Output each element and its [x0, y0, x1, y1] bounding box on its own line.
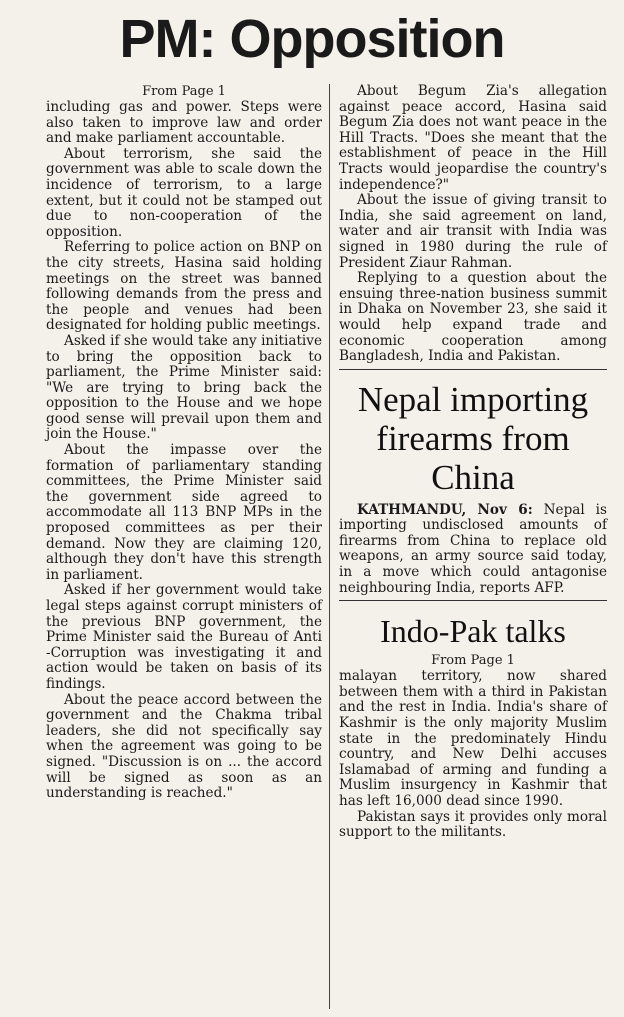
- story-divider: [339, 369, 607, 370]
- indo-pak-headline: Indo-Pak talks: [380, 613, 566, 650]
- nepal-story-body: [339, 503, 607, 597]
- article-paragraph: About Begum Zia's allegation against peace accord, Hasina said Begum Zia does not want peace in the Hill Tracts. "Does she meant that the establishment of peace in the Hill Tracts would jeopardise the country's independence?": [339, 83, 607, 193]
- from-page-label: From Page 1: [142, 84, 226, 99]
- nepal-story-text: Nepal is importing undisclosed amounts of firearms from China to replace old weapons, an army source said today, in a move which could antagonise neighbouring India, reports AFP.: [339, 501, 607, 596]
- nepal-story-headline: Nepal importing firearms from China: [357, 379, 589, 497]
- article-paragraph: About the peace accord between the government and the Chakma tribal leaders, she did not specifically say when the agreement was going to be signed. "Discussion is on ... the accord will be signed as soon as an understanding is reached.": [46, 691, 322, 802]
- article-paragraph: Pakistan says it provides only moral support to the militants.: [339, 808, 607, 841]
- column-divider: [329, 84, 330, 1009]
- left-column: [46, 84, 322, 802]
- article-paragraph: About the impasse over the formation of parliamentary standing committees, the Prime Minister said the government side agreed to accommodate all 113 BNP MPs in the proposed committees as per their demand. Now they are claiming 120, although they don't have this strength in parliament.: [46, 442, 322, 583]
- dateline: KATHMANDU, Nov 6:: [357, 501, 533, 518]
- article-paragraph: Asked if her government would take legal steps against corrupt ministers of the previous BNP government, the Prime Minister said the Bureau of Anti -Corruption was investigating it and action would be taken on basis of its findings.: [46, 582, 322, 692]
- article-paragraph: malayan territory, now shared between them with a third in Pakistan and the rest in India. India's share of Kashmir is the only majority Muslim state in the predominately Hindu country, and New Delhi accuses Islamabad of arming and funding a Muslim insurgency in Kashmir that has left 16,000 dead since 1990.: [339, 668, 607, 809]
- article-paragraph: Asked if she would take any initiative to bring the opposition back to parliament, the Prime Minister said: "We are trying to bring back the opposition to the House and we hope good sense will prevail upon them and join the House.": [46, 332, 322, 443]
- article-paragraph: About terrorism, she said the government was able to scale down the incidence of terrorism, to a large extent, but it could not be stamped out due to non-cooperation of the opposition.: [46, 145, 322, 240]
- story-divider: [339, 600, 607, 601]
- article-paragraph: Referring to police action on BNP on the city streets, Hasina said holding meetings on the street was banned following demands from the press and the people and venues had been designated for holding public meetings.: [46, 239, 322, 334]
- article-paragraph: Replying to a question about the ensuing three-nation business summit in Dhaka on November 23, she said it would help expand trade and economic cooperation among Bangladesh, India and Pakistan.: [339, 270, 607, 365]
- from-page-label: From Page 1: [431, 653, 515, 669]
- article-paragraph: About the issue of giving transit to India, she said agreement on land, water and air transit with India was signed in 1980 during the rule of President Ziaur Rahman.: [339, 192, 607, 271]
- article-paragraph: including gas and power. Steps were also taken to improve law and order and make parliament accountable.: [46, 99, 322, 147]
- main-headline: PM: Opposition: [119, 9, 505, 69]
- right-column: [339, 84, 607, 841]
